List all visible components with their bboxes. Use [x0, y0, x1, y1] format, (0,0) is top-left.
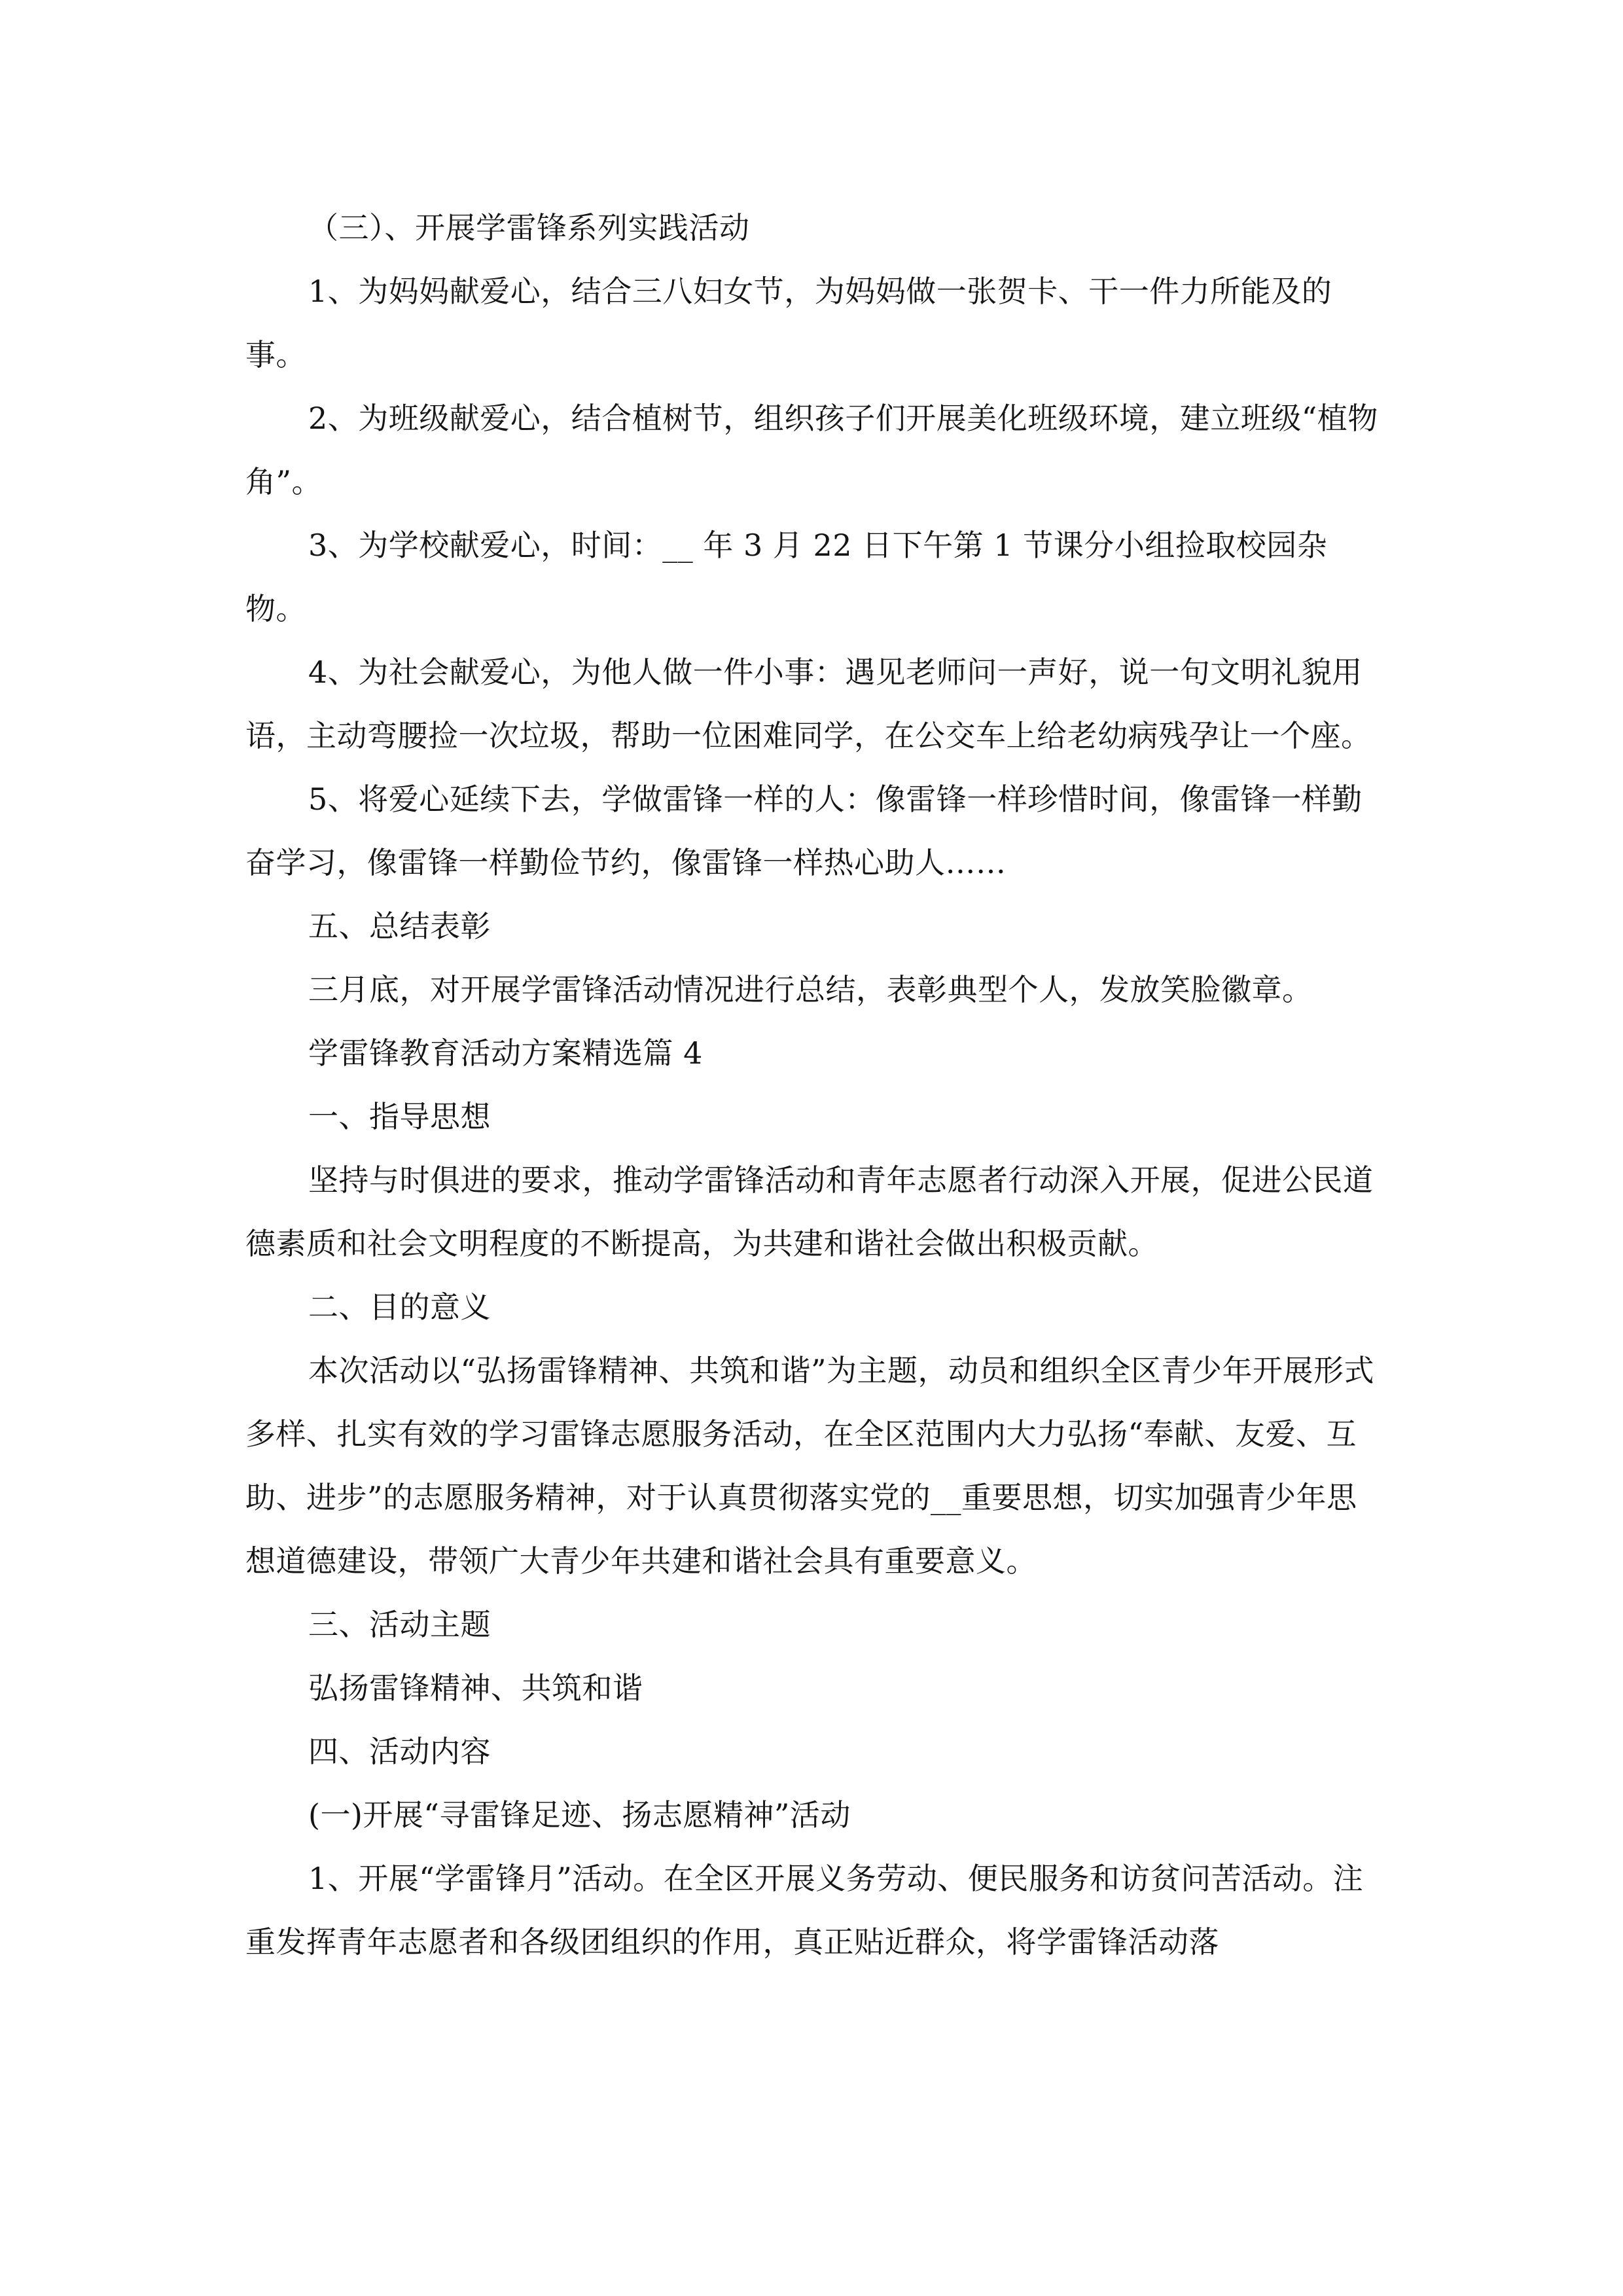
subheading-activity-1: (一)开展“寻雷锋足迹、扬志愿精神”活动: [308, 1797, 851, 1833]
heading-purpose: 二、目的意义: [308, 1289, 491, 1325]
paragraph-item-5: 5、将爱心延续下去，学做雷锋一样的人：像雷锋一样珍惜时间，像雷锋一样勤奋学习，像雷锋一样勤俭节约，像雷锋一样热心助人……: [245, 781, 1363, 880]
paragraph-section-heading: （三）、开展学雷锋系列实践活动: [308, 210, 750, 245]
document-body: [245, 196, 1387, 1974]
heading-content: 四、活动内容: [308, 1734, 491, 1769]
paragraph-activity-1: 1、开展“学雷锋月”活动。在全区开展义务劳动、便民服务和访贫问苦活动。注重发挥青年志愿者和各级团组织的作用，真正贴近群众，将学雷锋活动落: [245, 1861, 1364, 1960]
paragraph-guiding-thought: 坚持与时俱进的要求，推动学雷锋活动和青年志愿者行动深入开展，促进公民道德素质和社会文明程度的不断提高，为共建和谐社会做出积极贡献。: [245, 1162, 1374, 1261]
heading-article-4: 学雷锋教育活动方案精选篇 4: [308, 1035, 703, 1071]
paragraph-purpose: 本次活动以“弘扬雷锋精神、共筑和谐”为主题，动员和组织全区青少年开展形式多样、扎实有效的学习雷锋志愿服务活动，在全区范围内大力弘扬“奉献、友爱、互助、进步”的志愿服务精神，对于认真贯彻落实党的__重要思想，切实加强青少年思想道德建设，带领广大青少年共建和谐社会具有重要意义。: [245, 1353, 1375, 1579]
heading-summary: 五、总结表彰: [308, 908, 491, 944]
paragraph-item-1: 1、为妈妈献爱心，结合三八妇女节，为妈妈做一张贺卡、干一件力所能及的事。: [245, 274, 1332, 372]
paragraph-theme: 弘扬雷锋精神、共筑和谐: [308, 1670, 643, 1706]
heading-theme: 三、活动主题: [308, 1607, 491, 1642]
paragraph-item-4: 4、为社会献爱心，为他人做一件小事：遇见老师问一声好，说一句文明礼貌用语，主动弯腰捡一次垃圾，帮助一位困难同学，在公交车上给老幼病残孕让一个座。: [245, 655, 1372, 753]
heading-guiding-thought: 一、指导思想: [308, 1099, 491, 1134]
paragraph-item-2: 2、为班级献爱心，结合植树节，组织孩子们开展美化班级环境，建立班级“植物角”。: [245, 401, 1378, 499]
paragraph-summary: 三月底，对开展学雷锋活动情况进行总结，表彰典型个人，发放笑脸徽章。: [308, 972, 1313, 1007]
paragraph-item-3: 3、为学校献爱心，时间：__ 年 3 月 22 日下午第 1 节课分小组捡取校园杂物。: [245, 528, 1328, 626]
